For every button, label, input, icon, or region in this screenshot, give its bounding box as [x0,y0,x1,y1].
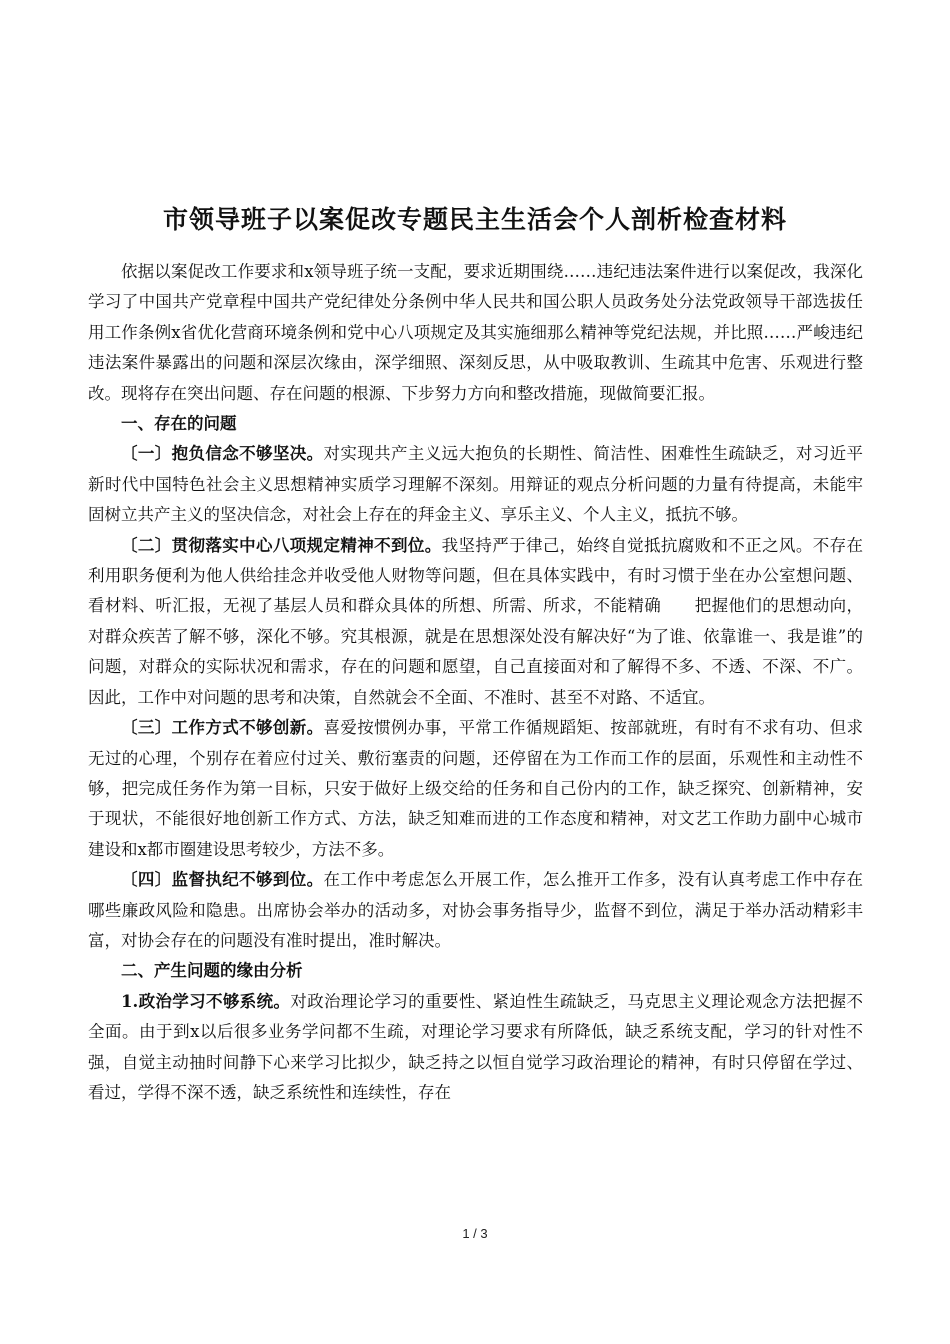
intro-paragraph: 依据以案促改工作要求和x领导班子统一支配，要求近期围绕……违纪违法案件进行以案促改，我深化学习了中国共产党章程中国共产党纪律处分条例中华人民共和国公职人员政务处分法党政领导干部选拔任用工作条例x省优化营商环境条例和党中心八项规定及其实施细那么精神等党纪法规，并比照……严峻违纪违法案件暴露出的问题和深层次缘由，深学细照、深刻反思，从中吸取教训、生疏其中危害、乐观进行整改。现将存在突出问题、存在问题的根源、下步努力方向和整改措施，现做简要汇报。 [88,262,863,403]
problem-item-1-lead: 〔一〕抱负信念不够坚决。 [121,444,324,464]
section-heading-causes: 二、产生问题的缘由分析 [121,961,303,981]
document-body [88,257,863,1108]
cause-item-1-lead: 1.政治学习不够系统。 [121,991,291,1011]
cause-item-1-text: 对政治理论学习的重要性、紧迫性生疏缺乏，马克思主义理论观念方法把握不全面。由于到x以后很多业务学问都不生疏，对理论学习要求有所降低，缺乏系统支配，学习的针对性不强，自觉主动抽时间静下心来学习比拟少，缺乏持之以恒自觉学习政治理论的精神，有时只停留在学过、看过，学得不深不透，缺乏系统性和连续性，存在 [88,991,863,1102]
problem-item-3-lead: 〔三〕工作方式不够创新。 [121,718,324,738]
problem-item-1-text: 对实现共产主义远大抱负的长期性、简洁性、困难性生疏缺乏，对习近平新时代中国特色社会主义思想精神实质学习理解不深刻。用辩证的观点分析问题的力量有待提高，未能牢固树立共产主义的坚决信念，对社会上存在的拜金主义、享乐主义、个人主义，抵抗不够。 [88,444,864,525]
problem-item-1 [88,439,863,530]
page-indicator: 1 / 3 [462,1226,488,1241]
problem-item-4 [88,865,863,956]
problem-item-2-lead: 〔二〕贯彻落实中心八项规定精神不到位。 [121,535,442,555]
problem-item-4-lead: 〔四〕监督执纪不够到位。 [121,870,324,890]
section-heading-problems: 一、存在的问题 [121,414,237,434]
problem-item-2-text: 我坚持严于律己，始终自觉抵抗腐败和不正之风。不存在利用职务便利为他人供给挂念并收受他人财物等问题，但在具体实践中，有时习惯于坐在办公室想问题、看材料、听汇报，无视了基层人员和群众具体的所想、所需、所求，不能精确 把握他们的思想动向，对群众疾苦了解不够，深化不够。究其根源，就是在思想深处没有解决好“为了谁、依靠谁一、我是谁”的问题，对群众的实际状况和需求，存在的问题和愿望，自己直接面对和了解得不多、不透、不深、不广。因此，工作中对问题的思考和决策，自然就会不全面、不准时、甚至不对路、不适宜。 [88,535,864,707]
problem-item-2 [88,531,863,713]
problem-item-3 [88,713,863,865]
document-title: 市领导班子以案促改专题民主生活会个人剖析检查材料 [162,205,787,234]
cause-item-1 [88,987,863,1109]
problem-item-4-text: 在工作中考虑怎么开展工作，怎么推开工作多，没有认真考虑工作中存在哪些廉政风险和隐患。出席协会举办的活动多，对协会事务指导少，监督不到位，满足于举办活动精彩丰富，对协会存在的问题没有准时提出，准时解决。 [88,870,864,950]
problem-item-3-text: 喜爱按惯例办事，平常工作循规蹈矩、按部就班，有时有不求有功、但求无过的心理，个别存在着应付过关、敷衍塞责的问题，还停留在为工作而工作的层面，乐观性和主动性不够，把完成任务作为第一目标，只安于做好上级交给的任务和自己份内的工作，缺乏探究、创新精神，安于现状，不能很好地创新工作方式、方法，缺乏知难而进的工作态度和精神，对文艺工作助力副中心城市建设和x都市圈建设思考较少，方法不多。 [88,718,864,859]
